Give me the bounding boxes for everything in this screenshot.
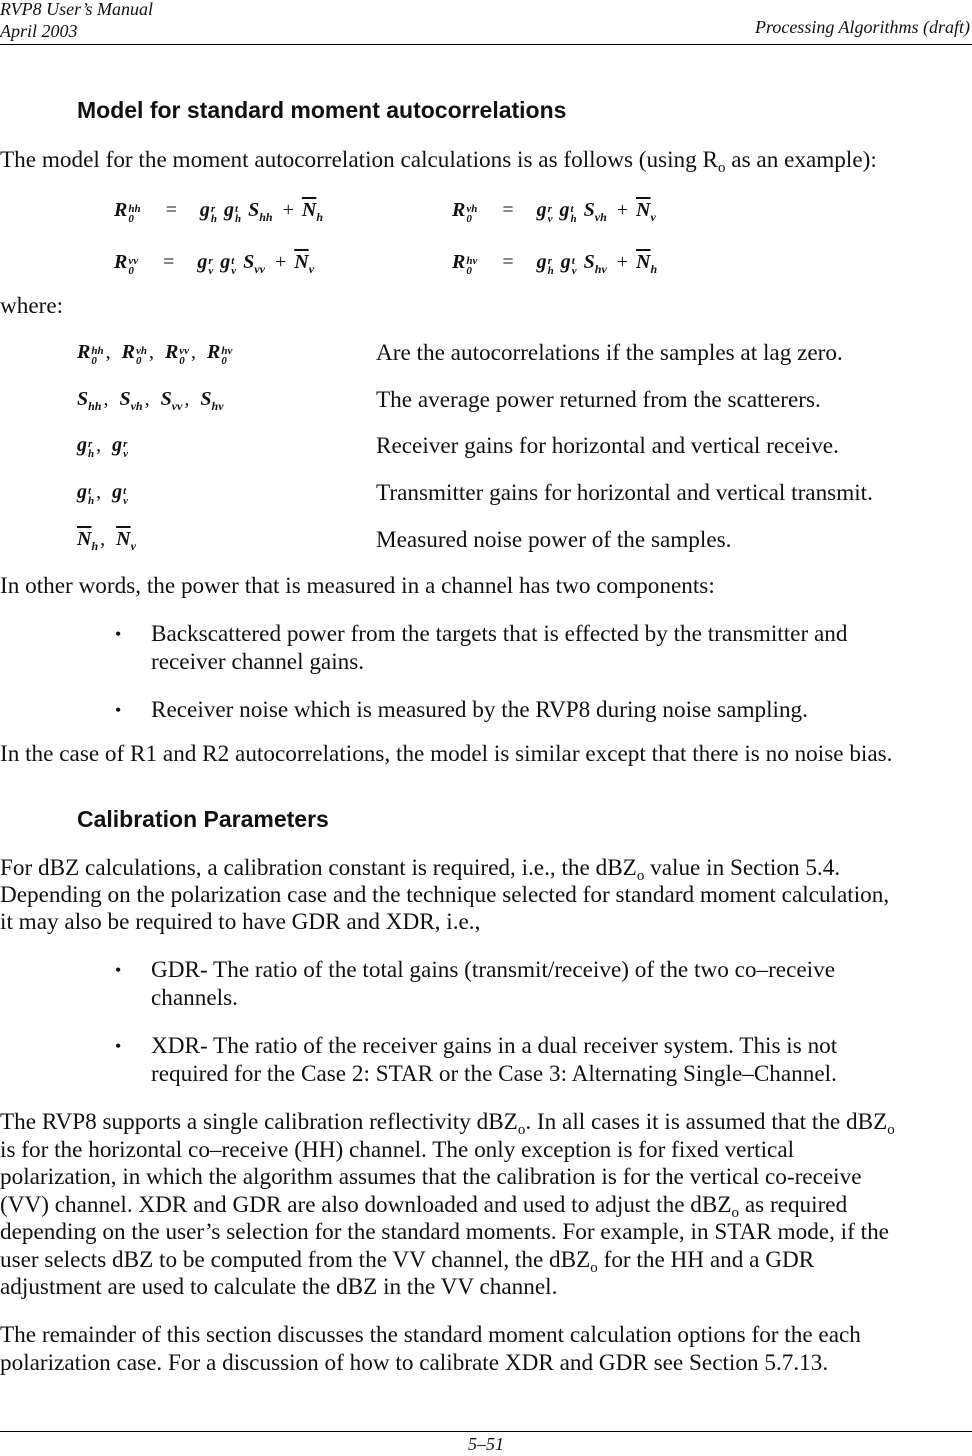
bullet-marker: • (115, 960, 122, 980)
equation-r0-hv: R hv 0 = g r h g t v $S_{hv} + \overline{N}_h$ (452, 251, 658, 277)
model-intro: The model for the moment autocorrelation calculations is as follows (using $R_o$ as an example): (0, 147, 877, 176)
r1-r2-note: In the case of R1 and R2 autocorrelations, the model is similar except that there is no noise bias. (0, 741, 893, 767)
components-intro: In other words, the power that is measured in a channel has two components: (0, 573, 715, 599)
calibration-p2-l6: user selects dBZ to be computed from the VV channel, the dBZ$_o$ for the HH and a GDR (0, 1247, 815, 1276)
calibration-p2-l4: (VV) channel. XDR and GDR are also downloaded and used to adjust the dBZ$_o$ as required (0, 1192, 848, 1221)
definition-desc-r0: Are the autocorrelations if the samples at lag zero. (376, 340, 843, 366)
definition-desc-gr: Receiver gains for horizontal and vertical receive. (376, 433, 839, 459)
bullet-receiver-noise: Receiver noise which is measured by the RVP8 during noise sampling. (151, 697, 808, 723)
calibration-p2-l3: polarization, in which the algorithm assumes that the calibration is for the vertical co-receive (0, 1164, 862, 1190)
bullet-xdr-l1: XDR- The ratio of the receiver gains in a dual receiver system. This is not (151, 1033, 838, 1059)
calibration-p2-l2: is for the horizontal co–receive (HH) channel. The only exception is for fixed vertical (0, 1137, 795, 1163)
equation-r0-hh: R hh 0 = g r h g t h $S_{hh} + \overline{N}_h$ (114, 199, 324, 225)
definition-symbols-gt: g t h , g t v (77, 481, 129, 507)
section-heading-calibration: Calibration Parameters (77, 806, 329, 832)
equation-r0-vv: R vv 0 = g r v g t v $S_{vv} + \overline{N}_v$ (114, 251, 315, 277)
bullet-gdr-l1: GDR- The ratio of the total gains (transmit/receive) of the two co–receive (151, 957, 835, 983)
definition-symbols-n: $\overline{N}_h$ , $\overline{N}_v$ (77, 528, 136, 553)
definition-desc-n: Measured noise power of the samples. (376, 527, 732, 553)
bullet-backscattered-l2: receiver channel gains. (151, 649, 365, 675)
page-footer (0, 1431, 972, 1454)
calibration-p1-l3: it may also be required to have GDR and XDR, i.e., (0, 909, 481, 935)
chapter-title: Processing Algorithms (draft) (755, 17, 970, 37)
section-heading-model: Model for standard moment autocorrelations (77, 97, 567, 123)
bullet-marker: • (115, 1036, 122, 1056)
calibration-p3-l1: The remainder of this section discusses the standard moment calculation options for the each (0, 1322, 861, 1348)
definition-symbols-s: $S_{hh}$ , $S_{vh}$ , $S_{vv}$ , $S_{hv}$ (77, 388, 224, 413)
page-number: 5–51 (468, 1434, 504, 1454)
calibration-p1-l2: Depending on the polarization case and the technique selected for standard moment calculation, (0, 882, 890, 908)
manual-date: April 2003 (0, 21, 78, 41)
bullet-backscattered-l1: Backscattered power from the targets that is effected by the transmitter and (151, 621, 848, 647)
calibration-p3-l2: polarization case. For a discussion of how to calibrate XDR and GDR see Section 5.7.13. (0, 1350, 829, 1376)
definition-symbols-gr: g r h , g r v (77, 434, 129, 460)
definition-desc-gt: Transmitter gains for horizontal and vertical transmit. (376, 480, 873, 506)
equation-r0-vh: R vh 0 = g r v g t h $S_{vh} + \overline{N}_v$ (452, 199, 656, 225)
definition-symbols-r0: R hh 0 , R vh 0 , R vv 0 , R hv 0 (77, 341, 233, 367)
bullet-gdr-l2: channels. (151, 985, 238, 1011)
bullet-xdr-l2: required for the Case 2: STAR or the Case 3: Alternating Single–Channel. (151, 1061, 837, 1087)
bullet-marker: • (115, 624, 122, 644)
bullet-marker: • (115, 700, 122, 720)
manual-title: RVP8 User’s Manual (0, 0, 153, 19)
calibration-p2-l5: depending on the user’s selection for the standard moments. For example, in STAR mode, if the (0, 1219, 889, 1245)
page-header (0, 0, 972, 45)
manual-title-block (0, 0, 153, 42)
calibration-p2-l1: The RVP8 supports a single calibration reflectivity dBZ$_o$. In all cases it is assumed that the dBZ$_o$ (0, 1109, 895, 1138)
definition-desc-s: The average power returned from the scatterers. (376, 387, 821, 413)
calibration-p2-l7: adjustment are used to calculate the dBZ in the VV channel. (0, 1274, 558, 1300)
where-label: where: (0, 293, 64, 319)
calibration-p1-l1: For dBZ calculations, a calibration constant is required, i.e., the dBZ$_o$ value in Section 5.4. (0, 855, 841, 884)
